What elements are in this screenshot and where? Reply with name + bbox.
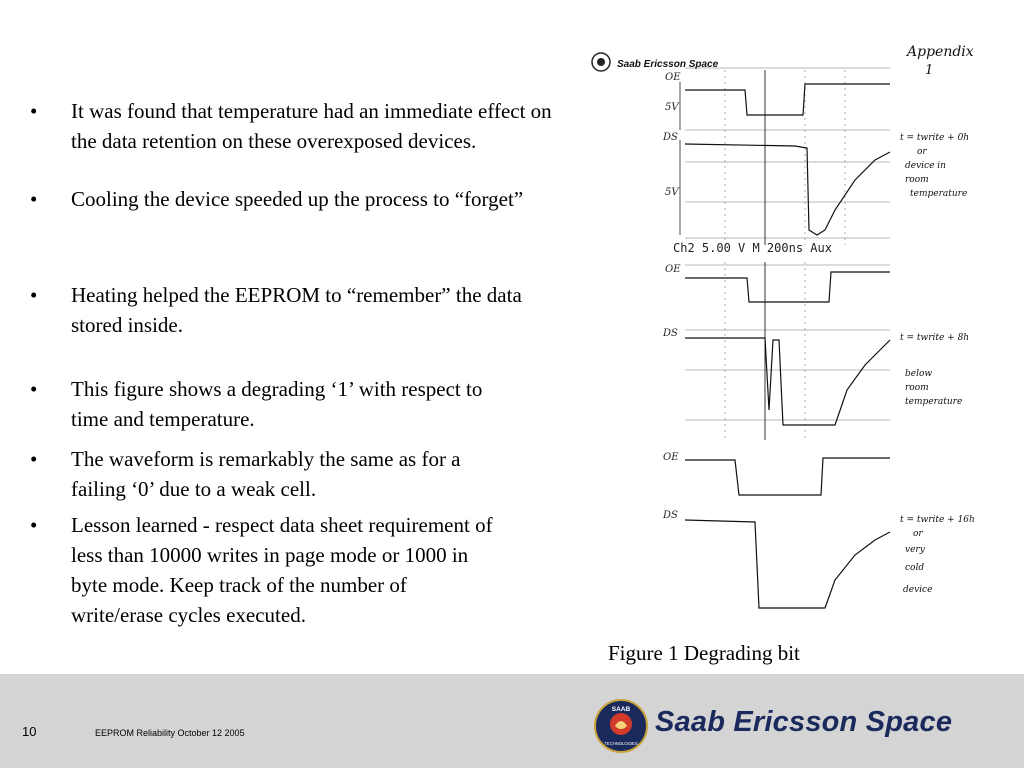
svg-text:DS: DS: [663, 328, 678, 339]
bullet-text: This figure shows a degrading ‘1’ with respect to time and temperature.: [71, 377, 483, 431]
bullet-marker: •: [30, 377, 38, 401]
svg-text:Saab Ericsson Space: Saab Ericsson Space: [617, 59, 719, 70]
bullet-item: [30, 184, 560, 214]
bullet-item: [30, 96, 560, 156]
svg-text:OE: OE: [663, 452, 679, 463]
bullet-item: [30, 374, 560, 434]
svg-text:5V: 5V: [665, 187, 679, 198]
bullet-marker: •: [30, 99, 38, 123]
svg-text:DS: DS: [663, 132, 678, 143]
svg-text:or: or: [917, 147, 927, 157]
appendix-number: 1: [925, 63, 934, 78]
bullet-marker: •: [30, 447, 38, 471]
footer-bar: [0, 674, 1024, 768]
svg-text:5V: 5V: [665, 102, 679, 113]
scope-readout: Ch2 5.00 V M 200ns Aux: [673, 241, 832, 255]
svg-text:very: very: [905, 545, 925, 555]
saab-ericsson-logo: [593, 696, 1013, 760]
svg-text:t = twrite + 8h: t = twrite + 8h: [900, 333, 970, 343]
bullet-text: It was found that temperature had an immediate effect on the data retention on these overexposed devices.: [71, 99, 552, 153]
svg-text:OE: OE: [665, 72, 681, 83]
bullet-item: [30, 280, 560, 340]
page-number: 10: [22, 724, 37, 739]
bullet-text: The waveform is remarkably the same as for a failing ‘0’ due to a weak cell.: [71, 447, 461, 501]
saab-badge-icon: [593, 698, 649, 754]
bullet-marker: •: [30, 513, 38, 537]
bullet-text: Heating helped the EEPROM to “remember” the data stored inside.: [71, 283, 522, 337]
brand-name: Saab Ericsson Space: [655, 706, 953, 738]
footer-text: EEPROM Reliability October 12 2005: [95, 728, 245, 738]
degrading-bit-figure: [585, 40, 985, 620]
bullet-text: Cooling the device speeded up the process to “forget”: [71, 187, 524, 211]
channel-labels: [662, 72, 681, 521]
bullet-item: [30, 444, 560, 504]
annotation-3: [900, 515, 975, 595]
annotation-2: [900, 333, 969, 407]
scope-grid-top: [685, 68, 890, 245]
svg-text:TECHNOLOGIES: TECHNOLOGIES: [604, 741, 638, 746]
annotation-1: [900, 133, 969, 199]
svg-text:cold: cold: [905, 563, 925, 573]
ds-trace-2: [685, 338, 890, 425]
svg-text:t = twrite + 16h: t = twrite + 16h: [900, 515, 975, 525]
svg-text:DS: DS: [663, 510, 678, 521]
svg-text:room: room: [905, 383, 929, 393]
appendix-label: Appendix: [907, 44, 974, 60]
oe-trace-3: [685, 458, 890, 495]
bullet-marker: •: [30, 283, 38, 307]
svg-text:below: below: [905, 369, 933, 379]
bullet-text: Lesson learned - respect data sheet requirement of less than 10000 writes in page mode or 1000 in byte mode. Keep track of the number of write/erase cycles executed.: [71, 513, 493, 627]
ds-trace-3: [685, 520, 890, 608]
svg-text:temperature: temperature: [910, 189, 968, 199]
bullet-item: [30, 510, 560, 630]
svg-text:device in: device in: [905, 161, 946, 171]
svg-text:room: room: [905, 175, 929, 185]
svg-text:or: or: [913, 529, 923, 539]
svg-text:temperature: temperature: [905, 397, 963, 407]
oe-trace-2: [685, 272, 890, 302]
oe-trace-1: [685, 84, 890, 115]
ds-trace-1: [685, 144, 890, 235]
svg-text:device: device: [903, 585, 933, 595]
figure-header-logo: [592, 53, 719, 71]
svg-text:t = twrite + 0h: t = twrite + 0h: [900, 133, 970, 143]
bullet-marker: •: [30, 187, 38, 211]
figure-caption: Figure 1 Degrading bit: [608, 641, 800, 665]
svg-text:SAAB: SAAB: [611, 706, 631, 713]
scope-grid-mid: [685, 262, 890, 440]
svg-text:OE: OE: [665, 264, 681, 275]
